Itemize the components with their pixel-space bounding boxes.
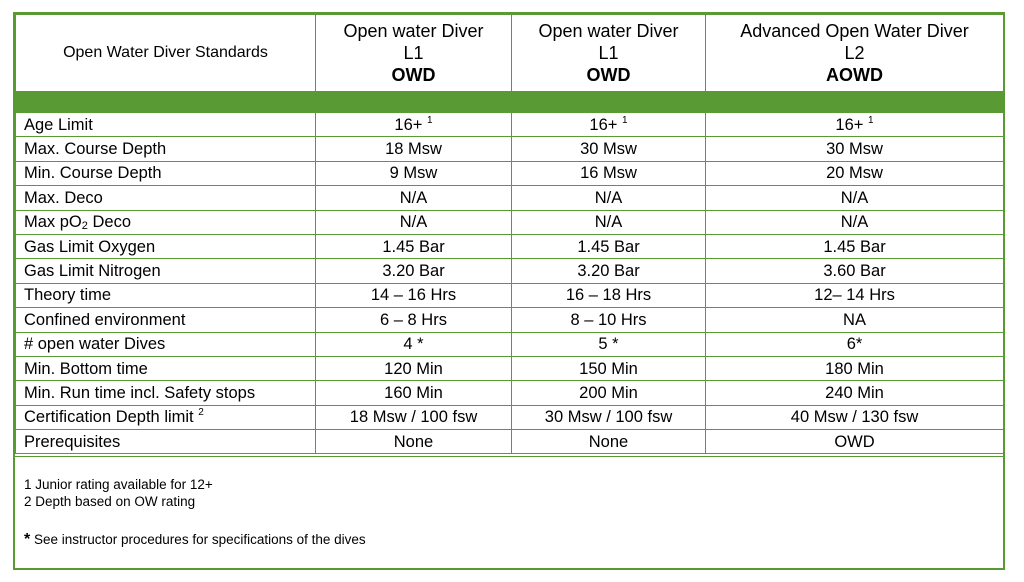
- row-value: 30 Msw: [512, 137, 706, 161]
- row-label: # open water Dives: [16, 332, 316, 356]
- row-value: 30 Msw: [706, 137, 1004, 161]
- row-label: Max. Deco: [16, 186, 316, 210]
- footnote-instructor-procedures: * See instructor procedures for specifications of the dives: [24, 531, 366, 548]
- row-value: 4 *: [316, 332, 512, 356]
- footnote-junior-rating: 1 Junior rating available for 12+: [24, 477, 213, 492]
- column-code: OWD: [391, 65, 436, 85]
- row-value: N/A: [316, 210, 512, 234]
- table-row: [16, 234, 1004, 258]
- column-header-1: [316, 15, 512, 92]
- row-label: Min. Run time incl. Safety stops: [16, 381, 316, 405]
- footnote-depth-rating: 2 Depth based on OW rating: [24, 494, 196, 509]
- table-row: [16, 161, 1004, 185]
- row-value: 1.45 Bar: [512, 234, 706, 258]
- column-header-3: [706, 15, 1004, 92]
- table-row: [16, 332, 1004, 356]
- table-row: [16, 405, 1004, 429]
- row-value: 6 – 8 Hrs: [316, 308, 512, 332]
- row-value: N/A: [512, 186, 706, 210]
- row-value: 1.45 Bar: [706, 234, 1004, 258]
- asterisk: *: [24, 531, 31, 548]
- row-label: Max. Course Depth: [16, 137, 316, 161]
- column-title: Open water Diver: [343, 21, 484, 41]
- footnotes: [15, 456, 1003, 568]
- row-value: 16 Msw: [512, 161, 706, 185]
- row-value: 16 – 18 Hrs: [512, 283, 706, 307]
- row-value: N/A: [512, 210, 706, 234]
- standards-table-frame: [13, 12, 1005, 570]
- row-label: Certification Depth limit $^2$: [16, 405, 316, 429]
- row-value: None: [512, 430, 706, 454]
- column-level: L2: [844, 43, 865, 63]
- row-value: 9 Msw: [316, 161, 512, 185]
- column-level: L1: [403, 43, 424, 63]
- row-label: Max $pO_2$ Deco: [16, 210, 316, 234]
- column-level: L1: [598, 43, 619, 63]
- row-value: 160 Min: [316, 381, 512, 405]
- row-value: 18 Msw / 100 fsw: [316, 405, 512, 429]
- column-title: Advanced Open Water Diver: [740, 21, 969, 41]
- row-label: Prerequisites: [16, 430, 316, 454]
- row-value: NA: [706, 308, 1004, 332]
- row-value: 3.60 Bar: [706, 259, 1004, 283]
- row-value: N/A: [706, 186, 1004, 210]
- standards-label: Open Water Diver Standards: [16, 15, 316, 92]
- row-value: 3.20 Bar: [512, 259, 706, 283]
- table-row: [16, 186, 1004, 210]
- row-value: OWD: [706, 430, 1004, 454]
- row-value: 30 Msw / 100 fsw: [512, 405, 706, 429]
- standards-table: [15, 14, 1004, 454]
- row-value: 180 Min: [706, 356, 1004, 380]
- row-value: None: [316, 430, 512, 454]
- band-cell: [512, 92, 706, 113]
- row-value: 1.45 Bar: [316, 234, 512, 258]
- row-value: 14 – 16 Hrs: [316, 283, 512, 307]
- band-cell: [706, 92, 1004, 113]
- row-value: 16+ $^1$: [706, 113, 1004, 137]
- table-row: [16, 259, 1004, 283]
- table-row: [16, 430, 1004, 454]
- row-label: Confined environment: [16, 308, 316, 332]
- row-value: 12– 14 Hrs: [706, 283, 1004, 307]
- row-label: Theory time: [16, 283, 316, 307]
- row-label: Min. Bottom time: [16, 356, 316, 380]
- row-value: 16+ $^1$: [316, 113, 512, 137]
- band-cell: [16, 92, 316, 113]
- table-row: [16, 283, 1004, 307]
- column-title: Open water Diver: [538, 21, 679, 41]
- row-label: Age Limit: [16, 113, 316, 137]
- column-code: OWD: [586, 65, 631, 85]
- table-row: [16, 137, 1004, 161]
- table-row: [16, 381, 1004, 405]
- row-value: 3.20 Bar: [316, 259, 512, 283]
- table-row: [16, 210, 1004, 234]
- green-divider-band: [16, 92, 1004, 113]
- row-value: 200 Min: [512, 381, 706, 405]
- row-value: 18 Msw: [316, 137, 512, 161]
- row-label: Min. Course Depth: [16, 161, 316, 185]
- band-cell: [316, 92, 512, 113]
- row-value: N/A: [316, 186, 512, 210]
- header-row: [16, 15, 1004, 92]
- column-code: AOWD: [826, 65, 883, 85]
- row-value: 40 Msw / 130 fsw: [706, 405, 1004, 429]
- row-value: 150 Min: [512, 356, 706, 380]
- table-row: [16, 308, 1004, 332]
- column-header-2: [512, 15, 706, 92]
- row-value: 16+ $^1$: [512, 113, 706, 137]
- table-row: [16, 113, 1004, 137]
- row-value: 5 *: [512, 332, 706, 356]
- row-label: Gas Limit Nitrogen: [16, 259, 316, 283]
- row-value: 240 Min: [706, 381, 1004, 405]
- row-value: 8 – 10 Hrs: [512, 308, 706, 332]
- row-value: 6*: [706, 332, 1004, 356]
- table-row: [16, 356, 1004, 380]
- row-value: 20 Msw: [706, 161, 1004, 185]
- row-label: Gas Limit Oxygen: [16, 234, 316, 258]
- row-value: N/A: [706, 210, 1004, 234]
- row-value: 120 Min: [316, 356, 512, 380]
